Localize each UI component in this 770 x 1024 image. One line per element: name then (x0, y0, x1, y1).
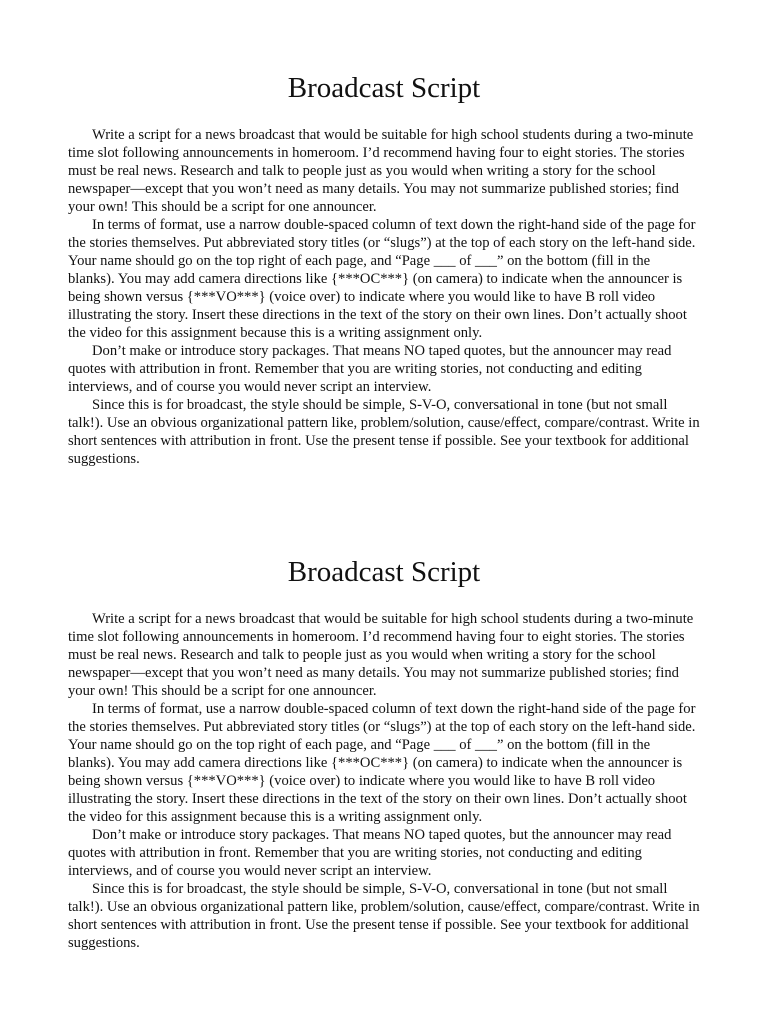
paragraph-style: Since this is for broadcast, the style should be simple, S-V-O, conversational in tone (but not small talk!). Use an obvious organizational pattern like, problem/solution, cause/effect, compare/contrast. Write in short sentences with attribution in front. Use the present tense if possible. See your textbook for additional suggestions. (68, 397, 700, 467)
paragraph-packages: Don’t make or introduce story packages. That means NO taped quotes, but the announcer may read quotes with attribution in front. Remember that you are writing stories, not conducting and editing interviews, and of course you would never script an interview. (68, 343, 672, 395)
assignment-section-1 (68, 66, 700, 468)
paragraph-format: In terms of format, use a narrow double-spaced column of text down the right-hand side of the page for the stories themselves. Put abbreviated story titles (or “slugs”) at the top of each story on the left-hand side. Your name should go on the top right of each page, and “Page ___ of ___” on the bottom (fill in the blanks). You may add camera directions like {***OC***} (on camera) to indicate when the announcer is being shown versus {***VO***} (voice over) to indicate where you would like to have B roll video illustrating the story. Insert these directions in the text of the story on their own lines. Don’t actually shoot the video for this assignment because this is a writing assignment only. (68, 217, 696, 341)
paragraph-packages: Don’t make or introduce story packages. That means NO taped quotes, but the announcer may read quotes with attribution in front. Remember that you are writing stories, not conducting and editing interviews, and of course you would never script an interview. (68, 827, 672, 879)
paragraph-intro: Write a script for a news broadcast that would be suitable for high school students during a two-minute time slot following announcements in homeroom. I’d recommend having four to eight stories. The stories must be real news. Research and talk to people just as you would when writing a story for the school newspaper—except that you won’t need as many details. You may not summarize published stories; find your own! This should be a script for one announcer. (68, 127, 694, 215)
document-title: Broadcast Script (287, 72, 481, 104)
paragraph-format: In terms of format, use a narrow double-spaced column of text down the right-hand side of the page for the stories themselves. Put abbreviated story titles (or “slugs”) at the top of each story on the left-hand side. Your name should go on the top right of each page, and “Page ___ of ___” on the bottom (fill in the blanks). You may add camera directions like {***OC***} (on camera) to indicate when the announcer is being shown versus {***VO***} (voice over) to indicate where you would like to have B roll video illustrating the story. Insert these directions in the text of the story on their own lines. Don’t actually shoot the video for this assignment because this is a writing assignment only. (68, 701, 696, 825)
document-title: Broadcast Script (287, 556, 481, 588)
paragraph-intro: Write a script for a news broadcast that would be suitable for high school students during a two-minute time slot following announcements in homeroom. I’d recommend having four to eight stories. The stories must be real news. Research and talk to people just as you would when writing a story for the school newspaper—except that you won’t need as many details. You may not summarize published stories; find your own! This should be a script for one announcer. (68, 611, 694, 699)
assignment-section-2 (68, 550, 700, 952)
paragraph-style: Since this is for broadcast, the style should be simple, S-V-O, conversational in tone (but not small talk!). Use an obvious organizational pattern like, problem/solution, cause/effect, compare/contrast. Write in short sentences with attribution in front. Use the present tense if possible. See your textbook for additional suggestions. (68, 881, 700, 951)
